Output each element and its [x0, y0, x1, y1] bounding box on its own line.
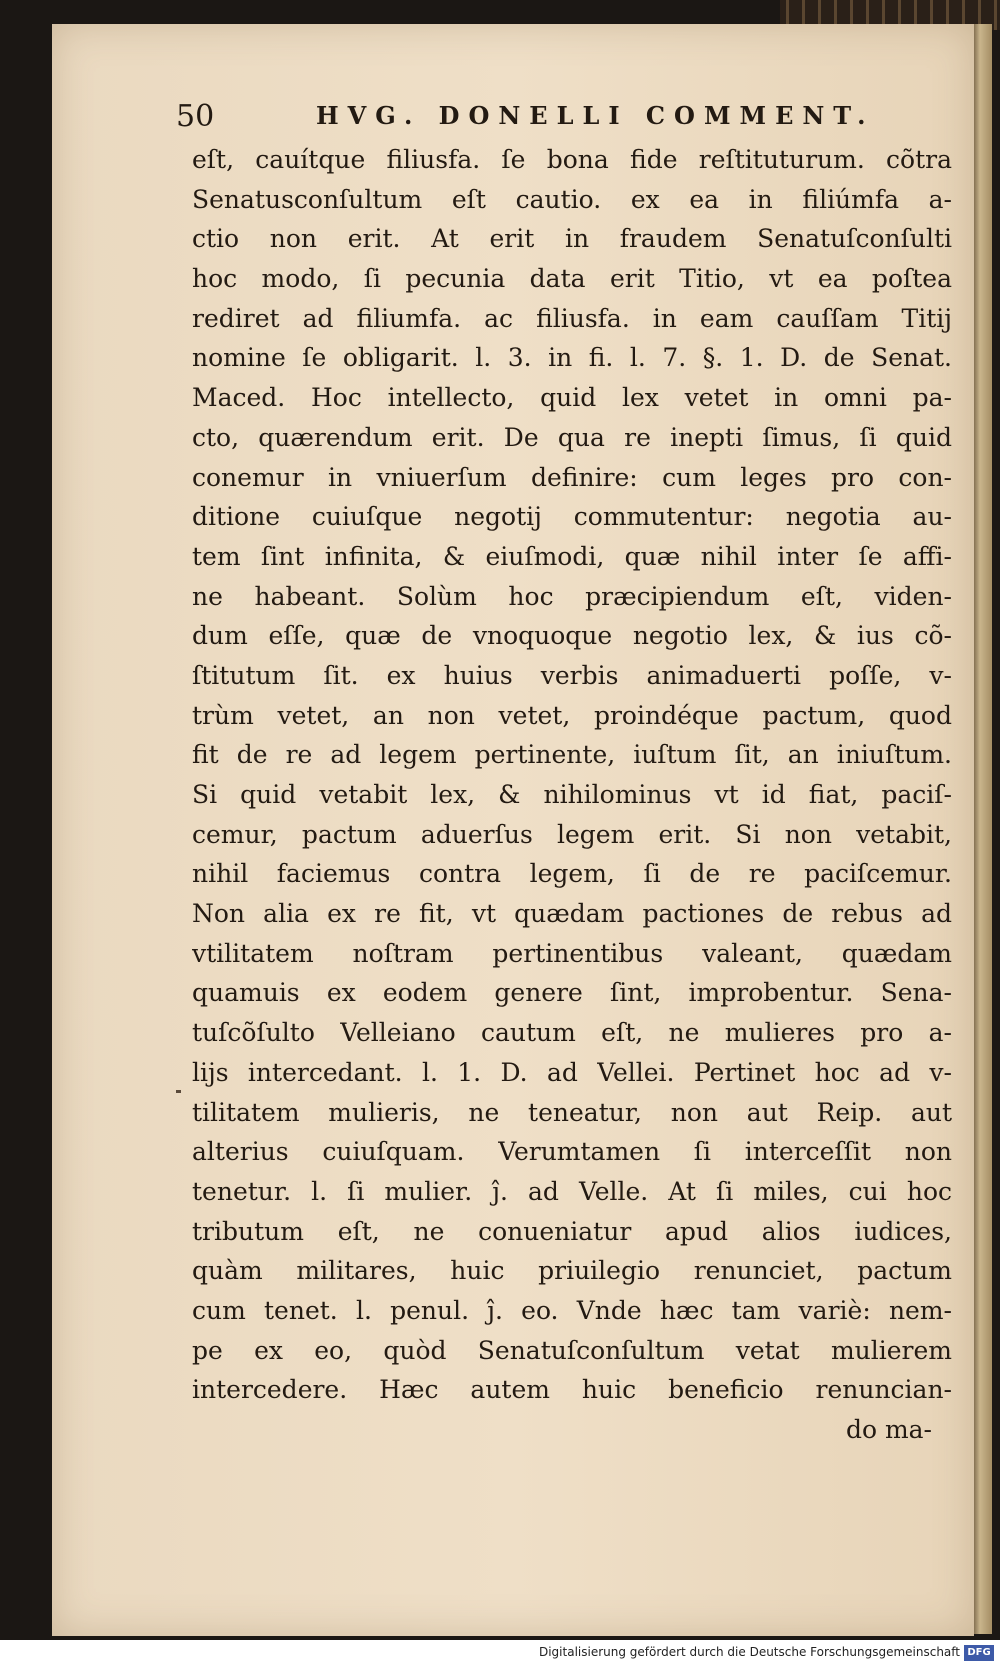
- text-line: intercedere. Hæc autem huic beneficio renuncian-: [192, 1375, 952, 1405]
- text-line: cum tenet. l. penul. ĵ. eo. Vnde hæc tam variè: nem-: [192, 1295, 952, 1325]
- text-line: Non alia ex re fit, vt quædam pactiones de rebus ad: [192, 899, 952, 929]
- text-line: conemur in vniuerſum definire: cum leges pro con-: [192, 462, 952, 492]
- text-line: nomine ſe obligarit. l. 3. in fi. l. 7. §. 1. D. de Senat.: [192, 343, 952, 373]
- running-head: HVG. DONELLI COMMENT.: [316, 101, 875, 130]
- dfg-logo-icon[interactable]: DFG: [964, 1645, 994, 1661]
- text-line: lijs intercedant. l. 1. D. ad Vellei. Pertinet hoc ad v-: [192, 1057, 952, 1087]
- text-line: eſt, cauítque filiusfa. ſe bona fide reſtituturum. cõtra: [192, 145, 952, 174]
- text-line: cto, quærendum erit. De qua re inepti ſimus, ſi quid: [192, 422, 952, 452]
- text-line: Si quid vetabit lex, & nihilominus vt id fiat, paciſ-: [192, 780, 952, 809]
- text-line: tuſcõſulto Velleiano cautum eſt, ne mulieres pro a-: [192, 1018, 952, 1048]
- footer-bar: [0, 1640, 1000, 1666]
- footer-credit: Digitalisierung gefördert durch die Deutsche Forschungsgemeinschaft: [538, 1645, 960, 1659]
- page-number: 50: [176, 99, 215, 134]
- text-line: vtilitatem noſtram pertinentibus valeant, quædam: [192, 938, 952, 968]
- text-line: cemur, pactum aduerſus legem erit. Si non vetabit,: [192, 819, 952, 849]
- text-line: ditione cuiuſque negotij commutentur: negotia au-: [192, 502, 952, 532]
- text-line: tilitatem mulieris, ne teneatur, non aut Reip. aut: [192, 1097, 952, 1127]
- text-line: quàm militares, huic priuilegio renunciet, pactum: [192, 1256, 952, 1286]
- text-line: Senatusconſultum eſt cautio. ex ea in filiúmfa a-: [192, 184, 952, 214]
- text-line: tributum eſt, ne conueniatur apud alios iudices,: [192, 1216, 952, 1246]
- text-line: quamuis ex eodem genere ſint, improbentur. Sena-: [192, 978, 952, 1008]
- text-line: ctio non erit. At erit in fraudem Senatuſconſulti: [192, 224, 952, 254]
- text-line: ſtitutum ſit. ex huius verbis animaduerti poſſe, v-: [192, 660, 952, 690]
- text-line: fit de re ad legem pertinente, iuſtum ſit, an iniuſtum.: [192, 740, 952, 770]
- text-line: dum eſſe, quæ de vnoquoque negotio lex, & ius cõ-: [192, 621, 952, 651]
- margin-mark: [176, 1090, 181, 1093]
- catchword: do ma-: [845, 1415, 932, 1444]
- text-line: Maced. Hoc intellecto, quid lex vetet in omni pa-: [192, 383, 952, 413]
- text-line: hoc modo, ſi pecunia data erit Titio, vt ea poſtea: [192, 264, 952, 294]
- text-line: pe ex eo, quòd Senatuſconſultum vetat mulierem: [192, 1335, 952, 1365]
- text-line: ne habeant. Solùm hoc præcipiendum eſt, viden-: [192, 581, 952, 611]
- page-header: [128, 85, 908, 135]
- text-line: tenetur. l. ſi mulier. ĵ. ad Velle. At ſi miles, cui hoc: [192, 1176, 952, 1206]
- text-line: tem ſint infinita, & eiuſmodi, quæ nihil inter ſe affi-: [192, 541, 952, 571]
- page-edge: [972, 24, 992, 1634]
- text-line: nihil faciemus contra legem, ſi de re paciſcemur.: [192, 859, 952, 889]
- body-text: [192, 140, 952, 1450]
- text-line: alterius cuiuſquam. Verumtamen ſi interceſſit non: [192, 1137, 952, 1167]
- text-line: trùm vetet, an non vetet, proindéque pactum, quod: [192, 700, 952, 730]
- text-line: rediret ad filiumfa. ac filiusfa. in eam cauſſam Titij: [192, 303, 952, 333]
